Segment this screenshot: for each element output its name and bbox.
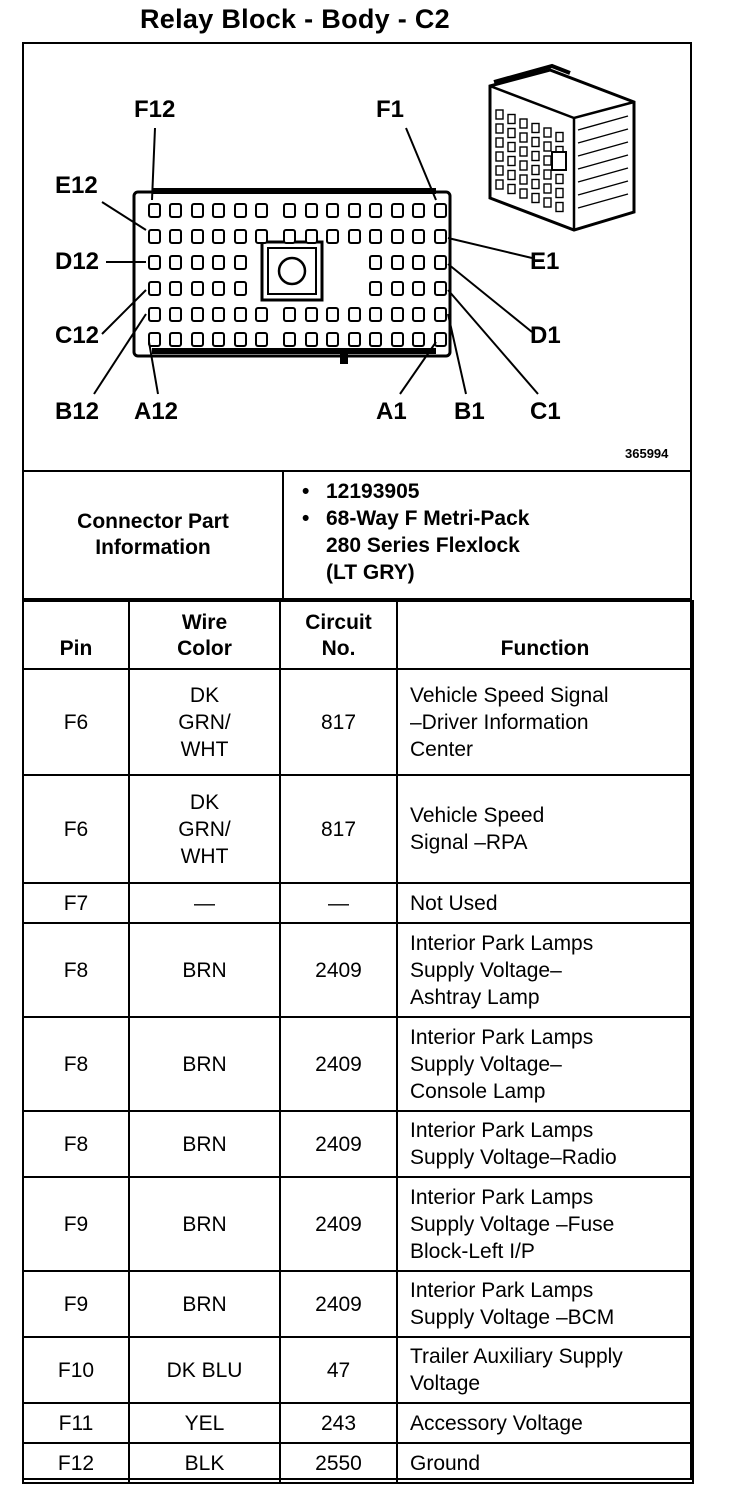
function-line: Block-Left I/P [410,1239,535,1263]
pin-cavity [327,333,338,346]
pin-cavity [306,230,317,243]
function-line: Accessory Voltage [410,1411,583,1435]
pin-table [22,600,694,1484]
iso-cavity [544,184,551,193]
iso-cavity [532,194,539,203]
iso-cavity [496,180,503,189]
label-f1: F1 [376,96,405,123]
pin-cavity [192,230,203,243]
pin-cell: F7 [23,883,129,923]
pin-cavity [213,333,224,346]
label-d12: D12 [55,248,100,275]
pin-cavity [149,204,160,217]
iso-cavity [520,189,527,198]
function-line: –Driver Information [410,710,589,734]
iso-cavity [496,138,503,147]
table-row [23,775,693,883]
label-e12: E12 [55,172,98,199]
circuit-cell: 2409 [280,923,397,1017]
function-cell [397,669,693,775]
function-line: Console Lamp [410,1079,546,1103]
pin-cell: F8 [23,923,129,1017]
pin-cavity [392,230,403,243]
pin-cavity [256,230,267,243]
iso-cavity [508,185,515,194]
function-line: Ashtray Lamp [410,985,540,1009]
label-d1: D1 [530,322,561,349]
pin-cavity [435,230,446,243]
function-line: Trailer Auxiliary Supply [410,1345,623,1368]
wire-color-cell: BRN [129,1017,280,1111]
pin-cavity [235,282,246,295]
label-b1: B1 [454,398,485,425]
pin-cavity [435,308,446,321]
wire-color-cell: BRN [129,1271,280,1337]
function-line: Interior Park Lamps [410,1185,594,1209]
iso-cavity [508,115,515,124]
circuit-cell: 2550 [280,1443,397,1483]
iso-cavity [532,166,539,175]
function-line: Interior Park Lamps [410,931,594,955]
iso-cavity [520,161,527,170]
pin-cavity [435,204,446,217]
pin-cavity [149,308,160,321]
pin-cavity [435,256,446,269]
pin-cavity [306,308,317,321]
pin-cavity [235,333,246,346]
pin-cavity [349,308,360,321]
pin-cavity [192,204,203,217]
pin-cavity [370,333,381,346]
pin-cavity [349,333,360,346]
pin-cavity [213,204,224,217]
iso-cavity [496,110,503,119]
circuit-cell: 47 [280,1337,397,1403]
pin-cavity [306,333,317,346]
pin-cavity [170,282,181,295]
pin-cavity [235,308,246,321]
leader-e12 [102,202,146,230]
function-line: Voltage [410,1372,481,1395]
pin-cavity [213,282,224,295]
label-a1: A1 [376,398,407,425]
iso-cavity [556,175,563,184]
table-row [23,1443,693,1483]
connector-top-rail [152,188,436,194]
pin-cavity [149,333,160,346]
pin-cavity [370,230,381,243]
iso-cavity [556,189,563,198]
pin-cell: F9 [23,1271,129,1337]
function-cell [397,1017,693,1111]
wire-color-cell: YEL [129,1403,280,1443]
wire-color-cell: BRN [129,1177,280,1271]
function-cell [397,1271,693,1337]
wire-color-cell: BRN [129,923,280,1017]
pin-cavity [170,308,181,321]
circuit-cell: 243 [280,1403,397,1443]
pin-cavity [256,308,267,321]
circuit-cell: 817 [280,669,397,775]
pin-cavity [192,282,203,295]
function-line: Interior Park Lamps [410,1119,594,1142]
iso-cavity [520,147,527,156]
pin-cell: F8 [23,1017,129,1111]
pin-cavity [284,308,295,321]
leader-c12 [102,290,146,334]
iso-cavity [496,124,503,133]
iso-cavity [544,198,551,207]
iso-cavity [520,133,527,142]
iso-cavity [508,157,515,166]
pin-cell: F8 [23,1111,129,1177]
iso-cavity [544,170,551,179]
iso-cavity [496,166,503,175]
pin-cavity [192,308,203,321]
pin-cavity [213,308,224,321]
pin-cavity [327,204,338,217]
function-cell [397,1111,693,1177]
function-line: Ground [410,1451,481,1475]
wire-color-cell: DK GRN/ WHT [129,669,280,775]
table-row [23,1271,693,1337]
function-line: Supply Voltage– [410,958,562,982]
connector-iso-view [490,66,634,230]
table-row [23,1111,693,1177]
pin-cavity [327,230,338,243]
pin-cavity [392,204,403,217]
pin-cavity [392,282,403,295]
iso-cavity [520,175,527,184]
pin-cell: F10 [23,1337,129,1403]
table-row [23,923,693,1017]
figure-id: 365994 [625,446,669,461]
pin-cavity [349,204,360,217]
wire-color-cell: — [129,883,280,923]
circuit-cell: 2409 [280,1177,397,1271]
pin-cavity [149,230,160,243]
wire-color-cell: DK BLU [129,1337,280,1403]
circuit-cell: — [280,883,397,923]
pin-cavity [213,230,224,243]
pin-cell: F6 [23,669,129,775]
function-line: Interior Park Lamps [410,1025,594,1049]
function-line: Vehicle Speed Signal [410,683,609,707]
label-f12: F12 [134,96,176,123]
wire-color-cell: DK GRN/ WHT [129,775,280,883]
pin-cell: F9 [23,1177,129,1271]
label-e1: E1 [530,248,560,275]
part-number: 12193905 [326,480,420,503]
table-row [23,669,693,775]
iso-cavity [532,152,539,161]
header-function: Function [397,601,693,669]
label-c12: C12 [55,322,100,349]
function-line: Supply Voltage– [410,1052,562,1076]
pin-cavity [235,204,246,217]
pin-cavity [170,204,181,217]
pin-cavity [192,256,203,269]
pin-cell: F12 [23,1443,129,1483]
function-cell [397,923,693,1017]
pin-cavity [235,256,246,269]
pin-cavity [435,282,446,295]
iso-cavity [532,180,539,189]
connector-diagram [22,42,692,472]
pin-cavity [413,282,424,295]
iso-bolt [552,152,566,170]
function-cell [397,1177,693,1271]
header-circuit-no: Circuit No. [280,601,397,669]
table-row [23,1177,693,1271]
connector-key-tab [340,352,348,364]
iso-cavity [544,142,551,151]
pin-cavity [235,230,246,243]
pin-cavity [392,333,403,346]
table-row [23,1403,693,1443]
pin-cavity [327,308,338,321]
function-line: Vehicle Speed [410,804,545,827]
leader-d1 [448,264,532,332]
function-line: Supply Voltage –Fuse [410,1212,615,1236]
label-b12: B12 [55,398,100,425]
pin-cavity [370,308,381,321]
header-pin: Pin [23,601,129,669]
table-row [23,883,693,923]
iso-cavity [532,138,539,147]
connector-bottom-rail [152,348,436,354]
circuit-cell: 2409 [280,1017,397,1111]
table-row [23,1017,693,1111]
pin-cavity [413,308,424,321]
function-cell [397,1403,693,1443]
function-line: Not Used [410,891,498,915]
iso-cavity [520,119,527,128]
circuit-cell: 2409 [280,1271,397,1337]
pin-cavity [370,282,381,295]
connector-body [134,188,450,364]
pin-cavity [413,333,424,346]
pin-cavity [370,256,381,269]
pin-cavity [284,204,295,217]
table-row [23,1337,693,1403]
header-wire-color: Wire Color [129,601,280,669]
iso-cavity [544,156,551,165]
function-line: Supply Voltage –BCM [410,1306,615,1329]
pin-cell: F6 [23,775,129,883]
pin-cavity [370,204,381,217]
pin-cavity [170,333,181,346]
iso-cavity [556,133,563,142]
iso-cavity [508,129,515,138]
pin-cavity [170,230,181,243]
function-line: Center [410,737,474,761]
function-cell [397,883,693,923]
pin-cavity [392,308,403,321]
pin-cavity [170,256,181,269]
function-line: Signal –RPA [410,831,528,854]
pin-cavity [306,204,317,217]
connector-description: 68-Way F Metri-Pack 280 Series Flexlock (LT GRY) [326,507,530,584]
pin-cavity [349,230,360,243]
circuit-cell: 817 [280,775,397,883]
iso-cavity [508,171,515,180]
connector-face-drawing [22,42,692,472]
pin-cavity [435,333,446,346]
function-cell [397,1443,693,1483]
iso-cavity [544,128,551,137]
function-cell [397,775,693,883]
connector-info-label: Connector Part Information [23,471,283,599]
function-cell [397,1337,693,1403]
pin-cavity [256,333,267,346]
pin-cavity [256,204,267,217]
pin-cavity [413,256,424,269]
function-line: Interior Park Lamps [410,1279,594,1302]
wire-color-cell: BLK [129,1443,280,1483]
pin-cavity [413,204,424,217]
connector-info-table [22,470,692,600]
label-c1: C1 [530,398,561,425]
pin-cavity [149,282,160,295]
pin-cavity [149,256,160,269]
iso-cavity [496,152,503,161]
pin-cavity [192,333,203,346]
leader-e1 [448,238,532,258]
pin-cavity [284,230,295,243]
pin-cell: F11 [23,1403,129,1443]
pin-cavity [392,256,403,269]
page-title: Relay Block - Body - C2 [140,4,450,34]
label-a12: A12 [134,398,179,425]
circuit-cell: 2409 [280,1111,397,1177]
pin-cavity [284,333,295,346]
center-bolt [279,258,305,284]
iso-cavity [556,203,563,212]
function-line: Supply Voltage–Radio [410,1146,617,1169]
iso-cavity [532,124,539,133]
pin-cavity [413,230,424,243]
wire-color-cell: BRN [129,1111,280,1177]
pin-cavity [213,256,224,269]
connector-info-details: • 12193905 • 68-Way F Metri-Pack 280 Series Flexlock (LT GRY) [283,471,691,599]
iso-cavity [508,143,515,152]
leader-b12 [94,314,146,394]
